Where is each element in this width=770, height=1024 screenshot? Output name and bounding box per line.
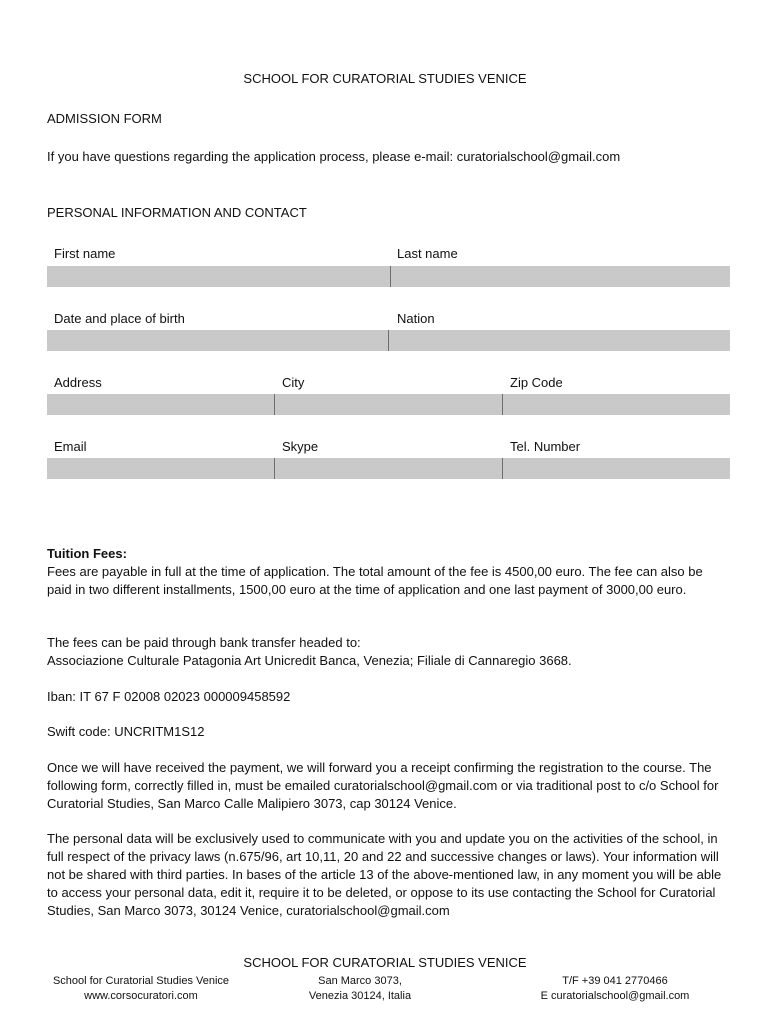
- privacy-paragraph: The personal data will be exclusively used to communicate with you and update you on the activities of the school, in full respect of the privacy laws (n.675/96, art 10,11, 20 and 22 and successive changes or laws). Your information will not be shared with third parties. In bases of the article 13 of the above-mentioned law, in any moment you will be able to access your personal data, edit it, require it to be deleted, or oppose to its use contacting the School for Curatorial Studies, San Marco 3073, 30124 Venice, curatorialschool@gmail.com: [47, 831, 722, 918]
- footer-address-line2: Venezia 30124, Italia: [308, 990, 412, 1002]
- skype-label: Skype: [282, 439, 319, 454]
- footer-school-info: [30, 974, 252, 1004]
- tel-field[interactable]: [503, 458, 730, 479]
- personal-section-title: PERSONAL INFORMATION AND CONTACT: [47, 205, 307, 220]
- last-name-label: Last name: [397, 246, 458, 261]
- iban-text: Iban: IT 67 F 02008 02023 000009458592: [47, 689, 291, 704]
- birth-field[interactable]: [47, 330, 388, 351]
- address-field[interactable]: [47, 394, 274, 415]
- email-label: Email: [54, 439, 87, 454]
- fees-heading: Tuition Fees:: [47, 546, 127, 561]
- nation-label: Nation: [397, 311, 435, 326]
- birth-label: Date and place of birth: [54, 311, 185, 326]
- swift-text: Swift code: UNCRITM1S12: [47, 724, 205, 739]
- footer-title: SCHOOL FOR CURATORIAL STUDIES VENICE: [243, 955, 527, 970]
- nation-field[interactable]: [389, 330, 730, 351]
- address-label: Address: [54, 375, 102, 390]
- city-label: City: [282, 375, 305, 390]
- receipt-paragraph: Once we will have received the payment, we will forward you a receipt confirming the registration to the course. The following form, correctly filled in, must be emailed curatorialschool@gmail.com or via traditional post to c/o School for Curatorial Studies, San Marco Calle Malipiero 3073, cap 30124 Venice.: [47, 760, 719, 811]
- first-name-label: First name: [54, 246, 116, 261]
- footer-contact: [500, 974, 730, 1004]
- questions-text: If you have questions regarding the application process, please e-mail: curatorialschool@gmail.com: [47, 149, 621, 164]
- footer-address-line1: San Marco 3073,: [318, 975, 402, 987]
- tel-label: Tel. Number: [510, 439, 581, 454]
- footer-phone: T/F +39 041 2770466: [562, 975, 668, 987]
- skype-field[interactable]: [275, 458, 502, 479]
- footer-school-name: School for Curatorial Studies Venice: [52, 975, 230, 987]
- form-title: ADMISSION FORM: [47, 111, 162, 126]
- last-name-field[interactable]: [391, 266, 730, 287]
- footer-website: www.corsocuratori.com: [84, 990, 198, 1002]
- school-title: SCHOOL FOR CURATORIAL STUDIES VENICE: [243, 71, 527, 86]
- zip-field[interactable]: [503, 394, 730, 415]
- city-field[interactable]: [275, 394, 502, 415]
- bank-transfer-text: The fees can be paid through bank transfer headed to:: [47, 635, 361, 650]
- first-name-field[interactable]: [47, 266, 390, 287]
- zip-label: Zip Code: [510, 375, 563, 390]
- email-field[interactable]: [47, 458, 274, 479]
- footer-email: E curatorialschool@gmail.com: [540, 990, 690, 1002]
- fees-paragraph: Fees are payable in full at the time of application. The total amount of the fee is 4500,00 euro. The fee can also be paid in two different installments, 1500,00 euro at the time of application and one last payment of 3000,00 euro.: [47, 564, 703, 597]
- bank-details-text: Associazione Culturale Patagonia Art Unicredit Banca, Venezia; Filiale di Cannaregio 3668.: [47, 653, 572, 668]
- footer-address: [270, 974, 450, 1004]
